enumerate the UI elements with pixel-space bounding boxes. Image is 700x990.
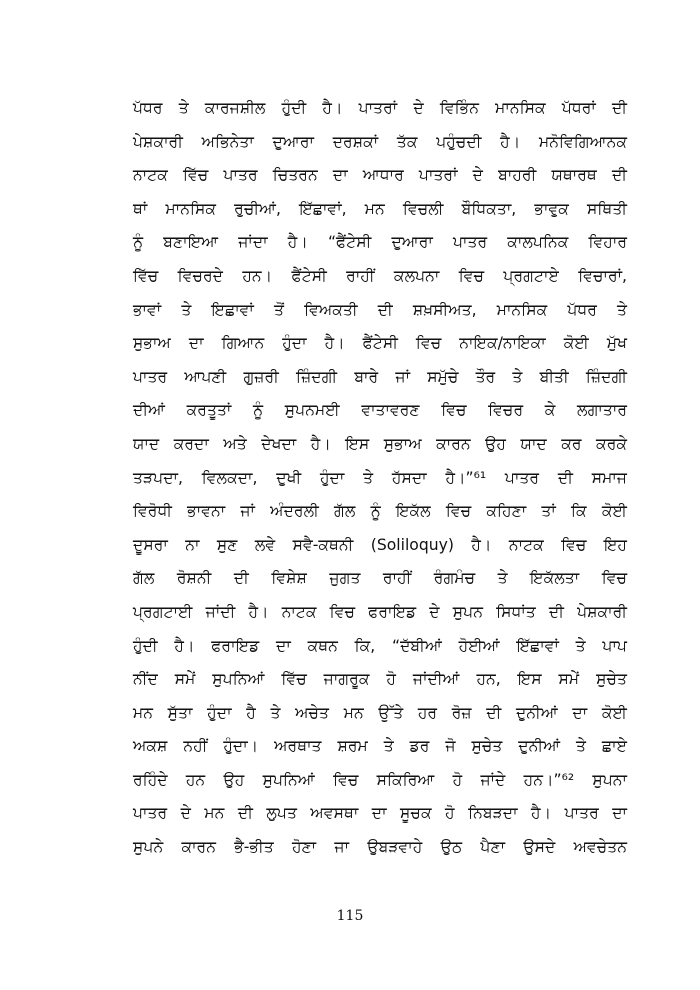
- text-line: ਅਕਸ਼ ਨਹੀਂ ਹੁੰਦਾ। ਅਰਥਾਤ ਸ਼ਰਮ ਤੇ ਡਰ ਜੋ ਸੁਚੇਤ ਦੁਨੀਆਂ ਤੇ ਛਾਏ: [133, 737, 627, 756]
- text-line: ਸੁਪਨੇ ਕਾਰਨ ਭੈ-ਭੀਤ ਹੋਣਾ ਜਾ ਉਬੜਵਾਹੇ ਉਠ ਪੈਣਾ ਉਸਦੇ ਅਵਚੇਤਨ: [133, 838, 627, 857]
- text-line: ਥਾਂ ਮਾਨਸਿਕ ਰੁਚੀਆਂ, ਇੱਛਾਵਾਂ, ਮਨ ਵਿਚਲੀ ਬੌਧਿਕਤਾ, ਭਾਵੁਕ ਸਥਿਤੀ: [133, 199, 627, 218]
- text-line: ਨਾਟਕ ਵਿੱਚ ਪਾਤਰ ਚਿਤਰਨ ਦਾ ਆਧਾਰ ਪਾਤਰਾਂ ਦੇ ਬਾਹਰੀ ਯਥਾਰਥ ਦੀ: [133, 166, 627, 185]
- text-line: ਨੂੰ ਬਣਾਇਆ ਜਾਂਦਾ ਹੈ। “ਫੈਂਟੇਸੀ ਦੁਆਰਾ ਪਾਤਰ ਕਾਲਪਨਿਕ ਵਿਹਾਰ: [133, 233, 627, 252]
- text-line: ਪੱਧਰ ਤੇ ਕਾਰਜਸ਼ੀਲ ਹੁੰਦੀ ਹੈ। ਪਾਤਰਾਂ ਦੇ ਵਿਭਿੰਨ ਮਾਨਸਿਕ ਪੱਧਰਾਂ ਦੀ: [133, 99, 627, 117]
- text-line: ਪੇਸ਼ਕਾਰੀ ਅਭਿਨੇਤਾ ਦੁਆਰਾ ਦਰਸ਼ਕਾਂ ਤੱਕ ਪਹੁੰਚਦੀ ਹੈ। ਮਨੋਵਿਗਿਆਨਕ: [133, 132, 627, 151]
- text-line: ਭਾਵਾਂ ਤੇ ਇਛਾਵਾਂ ਤੋਂ ਵਿਅਕਤੀ ਦੀ ਸ਼ਖ਼ਸੀਅਤ, ਮਾਨਸਿਕ ਪੱਧਰ ਤੇ: [133, 300, 627, 319]
- text-line: ਹੁੰਦੀ ਹੈ। ਫਰਾਇਡ ਦਾ ਕਥਨ ਕਿ, “ਦੱਬੀਆਂ ਹੋਈਆਂ ਇੱਛਾਵਾਂ ਤੇ ਪਾਪ: [133, 636, 627, 655]
- text-line: ਤੜਪਦਾ, ਵਿਲਕਦਾ, ਦੁਖੀ ਹੁੰਦਾ ਤੇ ਹੱਸਦਾ ਹੈ।”⁶¹ ਪਾਤਰ ਦੀ ਸਮਾਜ: [133, 468, 627, 487]
- text-line: ਰਹਿੰਦੇ ਹਨ ਉਹ ਸੁਪਨਿਆਂ ਵਿਚ ਸਕਿਰਿਆ ਹੋ ਜਾਂਦੇ ਹਨ।”⁶² ਸੁਪਨਾ: [133, 770, 627, 789]
- text-line: ਦੂਸਰਾ ਨਾ ਸੁਣ ਲਵੇ ਸਵੈ-ਕਥਨੀ (Soliloquy) ਹੈ। ਨਾਟਕ ਵਿਚ ਇਹ: [133, 535, 627, 554]
- text-line: ਪ੍ਰਗਟਾਈ ਜਾਂਦੀ ਹੈ। ਨਾਟਕ ਵਿਚ ਫਰਾਇਡ ਦੇ ਸੁਪਨ ਸਿਧਾਂਤ ਦੀ ਪੇਸ਼ਕਾਰੀ: [133, 602, 627, 621]
- text-line: ਨੀਂਦ ਸਮੇਂ ਸੁਪਨਿਆਂ ਵਿੱਚ ਜਾਗਰੂਕ ਹੋ ਜਾਂਦੀਆਂ ਹਨ, ਇਸ ਸਮੇਂ ਸੁਚੇਤ: [133, 670, 627, 689]
- body-text: [133, 92, 627, 865]
- text-line: ਪਾਤਰ ਆਪਣੀ ਗੁਜ਼ਰੀ ਜ਼ਿੰਦਗੀ ਬਾਰੇ ਜਾਂ ਸਮੁੱਚੇ ਤੌਰ ਤੇ ਬੀਤੀ ਜ਼ਿੰਦਗੀ: [133, 367, 627, 386]
- text-line: ਯਾਦ ਕਰਦਾ ਅਤੇ ਦੇਖਦਾ ਹੈ। ਇਸ ਸੁਭਾਅ ਕਾਰਨ ਉਹ ਯਾਦ ਕਰ ਕਰਕੇ: [133, 434, 627, 453]
- text-line: ਦੀਆਂ ਕਰਤੂਤਾਂ ਨੂੰ ਸੁਪਨਮਈ ਵਾਤਾਵਰਣ ਵਿਚ ਵਿਚਰ ਕੇ ਲਗਾਤਾਰ: [133, 401, 627, 420]
- page-number: 115: [336, 908, 364, 924]
- text-line: ਮਨ ਸੁੱਤਾ ਹੁੰਦਾ ਹੈ ਤੇ ਅਚੇਤ ਮਨ ਉੱਤੇ ਹਰ ਰੋਜ਼ ਦੀ ਦੁਨੀਆਂ ਦਾ ਕੋਈ: [133, 703, 627, 722]
- text-line: ਗੱਲ ਰੋਸ਼ਨੀ ਦੀ ਵਿਸ਼ੇਸ਼ ਜੁਗਤ ਰਾਹੀਂ ਰੰਗਮੰਚ ਤੇ ਇਕੱਲਤਾ ਵਿਚ: [133, 569, 627, 588]
- text-line: ਸੁਭਾਅ ਦਾ ਗਿਆਨ ਹੁੰਦਾ ਹੈ। ਫੈਂਟੇਸੀ ਵਿਚ ਨਾਇਕ/ਨਾਇਕਾ ਕੋਈ ਮੁੱਖ: [133, 334, 627, 353]
- text-line: ਵਿੱਚ ਵਿਚਰਦੇ ਹਨ। ਫੈਂਟੇਸੀ ਰਾਹੀਂ ਕਲਪਨਾ ਵਿਚ ਪ੍ਰਗਟਾਏ ਵਿਚਾਰਾਂ,: [133, 266, 627, 285]
- text-line: ਪਾਤਰ ਦੇ ਮਨ ਦੀ ਲੁਪਤ ਅਵਸਥਾ ਦਾ ਸੂਚਕ ਹੋ ਨਿਬੜਦਾ ਹੈ। ਪਾਤਰ ਦਾ: [133, 804, 627, 823]
- text-line: ਵਿਰੋਧੀ ਭਾਵਨਾ ਜਾਂ ਅੰਦਰਲੀ ਗੱਲ ਨੂੰ ਇਕੱਲ ਵਿਚ ਕਹਿਣਾ ਤਾਂ ਕਿ ਕੋਈ: [133, 502, 627, 521]
